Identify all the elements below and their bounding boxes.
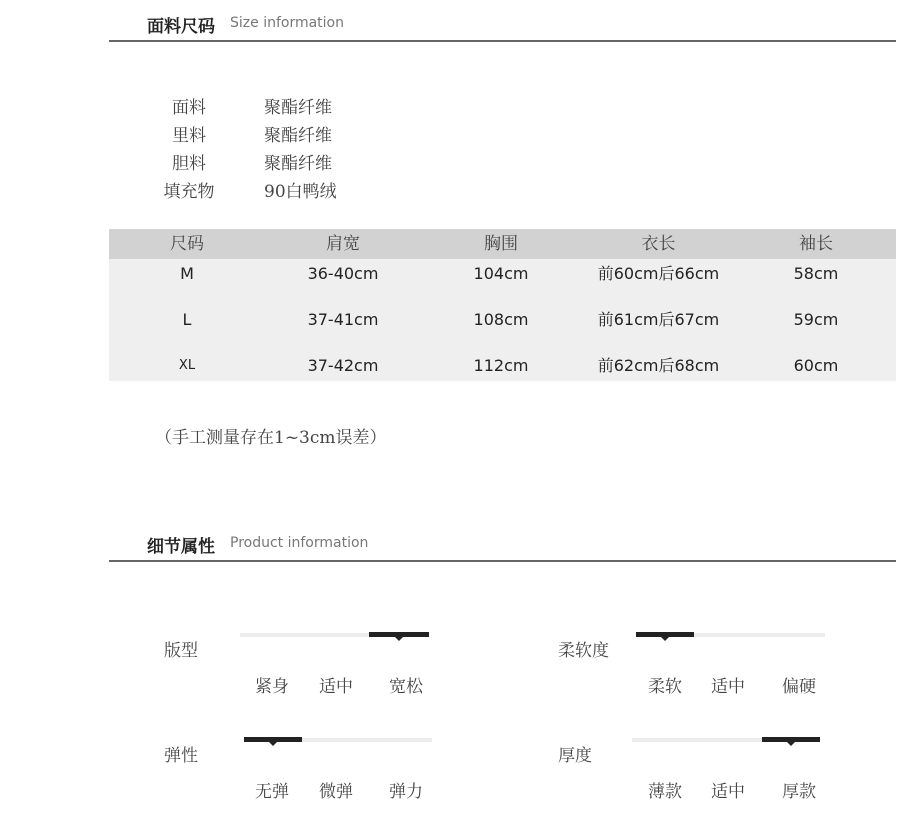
scale-marker <box>636 632 694 637</box>
cell-shoulder: 37-42cm <box>307 356 379 375</box>
attribute-name: 厚度 <box>558 746 592 766</box>
scale-option: 微弹 <box>319 782 353 802</box>
cell-length: 前61cm后67cm <box>597 310 720 329</box>
scale-option: 弹力 <box>389 782 423 802</box>
table-row <box>109 351 896 397</box>
fabric-label: 填充物 <box>163 182 215 202</box>
fabric-label: 胆料 <box>172 154 206 174</box>
column-header-chest: 胸围 <box>484 234 518 254</box>
size-table-header <box>109 229 896 259</box>
column-header-length: 衣长 <box>641 234 676 254</box>
table-row <box>109 259 896 305</box>
scale-option: 偏硬 <box>782 677 816 697</box>
cell-size: L <box>182 310 192 329</box>
size-table <box>109 229 896 381</box>
scale-option: 厚款 <box>782 782 816 802</box>
fabric-row <box>150 152 410 180</box>
scale-marker <box>244 737 302 742</box>
detail-section-subtitle: Product information <box>230 535 369 551</box>
scale-track <box>240 633 429 637</box>
cell-length: 前62cm后68cm <box>597 356 720 375</box>
size-section-divider <box>109 40 896 42</box>
detail-section-header <box>109 532 896 564</box>
cell-shoulder: 37-41cm <box>307 310 379 329</box>
scale-option: 薄款 <box>648 782 682 802</box>
column-header-shoulder: 肩宽 <box>326 234 360 254</box>
fabric-label: 里料 <box>172 126 206 146</box>
fabric-row <box>150 180 410 208</box>
cell-chest: 112cm <box>473 356 529 375</box>
cell-sleeve: 59cm <box>793 310 839 329</box>
fabric-value: 聚酯纤维 <box>264 98 332 118</box>
cell-chest: 108cm <box>473 310 529 329</box>
scale-option: 柔软 <box>648 677 682 697</box>
attribute-softness <box>558 636 828 706</box>
detail-section-divider <box>109 560 896 562</box>
cell-sleeve: 58cm <box>793 264 839 283</box>
attribute-elasticity <box>164 741 434 811</box>
detail-section-title: 细节属性 <box>147 537 215 557</box>
column-header-size: 尺码 <box>170 234 204 254</box>
attribute-name: 版型 <box>164 641 198 661</box>
cell-size: M <box>180 264 194 283</box>
scale-option: 无弹 <box>255 782 289 802</box>
measurement-note: （手工测量存在1~3cm误差） <box>155 428 387 448</box>
cell-shoulder: 36-40cm <box>307 264 379 283</box>
cell-size: XL <box>178 358 196 373</box>
scale-option: 宽松 <box>389 677 423 697</box>
table-row <box>109 305 896 351</box>
column-header-sleeve: 袖长 <box>799 234 833 254</box>
fabric-value: 聚酯纤维 <box>264 126 332 146</box>
fabric-label: 面料 <box>172 98 206 118</box>
scale-track <box>632 738 820 742</box>
fabric-value: 90白鸭绒 <box>264 182 337 202</box>
scale-marker <box>762 737 820 742</box>
scale-option: 适中 <box>711 782 745 802</box>
attribute-thickness <box>558 741 828 811</box>
size-section-subtitle: Size information <box>230 15 344 31</box>
fabric-row <box>150 124 410 152</box>
cell-sleeve: 60cm <box>793 356 839 375</box>
scale-option: 紧身 <box>255 677 289 697</box>
scale-option: 适中 <box>711 677 745 697</box>
scale-option: 适中 <box>319 677 353 697</box>
fabric-value: 聚酯纤维 <box>264 154 332 174</box>
size-section-title: 面料尺码 <box>147 17 215 37</box>
size-section-header <box>109 12 896 44</box>
fabric-row <box>150 96 410 124</box>
fabric-list <box>150 96 410 208</box>
scale-track <box>636 633 825 637</box>
scale-track <box>244 738 432 742</box>
cell-chest: 104cm <box>473 264 529 283</box>
scale-marker <box>369 632 429 637</box>
cell-length: 前60cm后66cm <box>597 264 720 283</box>
attribute-name: 弹性 <box>164 746 198 766</box>
attribute-name: 柔软度 <box>558 641 609 661</box>
attribute-fit <box>164 636 434 706</box>
